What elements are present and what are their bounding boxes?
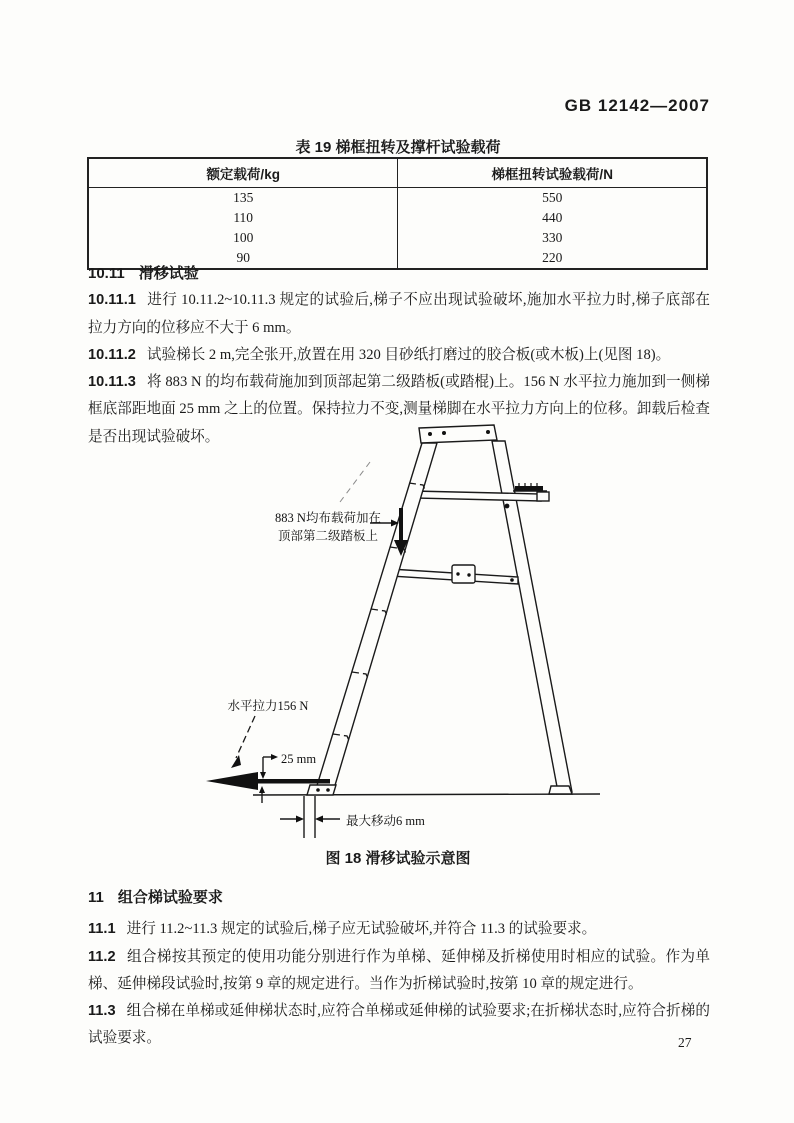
load-label-line2: 顶部第二级踏板上 <box>277 529 379 543</box>
ladder-top-cap <box>419 425 497 443</box>
section-heading-11 <box>88 884 710 911</box>
displacement-marks <box>280 796 425 838</box>
load-arrow-shaft <box>399 508 403 542</box>
clause-number: 10.11.1 <box>88 292 136 309</box>
clause-11-2 <box>88 944 710 999</box>
clause-number: 10.11.2 <box>88 346 136 363</box>
pull-arrow-head <box>206 772 258 790</box>
load-annotation <box>275 462 408 556</box>
page-number: 27 <box>678 1035 692 1050</box>
front-foot <box>307 785 336 795</box>
section-title: 组合梯试验要求 <box>117 889 223 906</box>
table19-title: 表 19 梯框扭转及撑杆试验载荷 <box>295 139 501 156</box>
cell-test-load: 440 <box>542 210 563 225</box>
table-header-row <box>88 158 707 188</box>
clause-text: 进行 11.2~11.3 规定的试验后,梯子应无试验破坏,并符合 11.3 的试验要求。 <box>126 921 597 938</box>
offset-label: 25 mm <box>281 752 317 766</box>
standard-number: GB 12142—2007 <box>564 96 710 115</box>
cell-test-load: 550 <box>542 190 563 205</box>
clause-text: 组合梯在单梯或延伸梯状态时,应符合单梯或延伸梯的试验要求;在折梯状态时,应符合折梯的试验要求。 <box>88 1003 710 1047</box>
section-number: 11 <box>88 889 104 906</box>
column-header-rated-load: 额定载荷/kg <box>88 158 398 188</box>
ground-line <box>253 794 600 795</box>
clause-number: 11.1 <box>88 921 116 938</box>
clause-text: 组合梯按其预定的使用功能分别进行作为单梯、延伸梯及折梯使用时相应的试验。作为单梯、延伸梯段试验时,按第 9 章的规定进行。当作为折梯试验时,按第 10 章的规定进行。 <box>88 948 710 992</box>
section-heading-10-11 <box>88 260 710 287</box>
pull-arrow-shaft <box>252 779 330 784</box>
section-title: 滑移试验 <box>138 265 199 282</box>
pull-label: 水平拉力156 N <box>227 699 309 713</box>
displacement-label: 最大移动6 mm <box>346 814 425 828</box>
ladder-slip-test-diagram <box>180 418 665 848</box>
section-11 <box>88 884 710 1053</box>
table-row <box>88 188 707 209</box>
cell-test-load: 220 <box>542 250 563 265</box>
second-step <box>413 483 549 501</box>
clause-text: 将 883 N 的均布载荷施加到顶部起第二级踏板(或踏棍)上。156 N 水平拉力施加到一侧梯框底部距地面 25 mm 之上的位置。保持拉力不变,测量梯脚在水平拉力方向上的位移。卸载后检查是否出现试验破坏。 <box>88 374 710 445</box>
cell-test-load: 330 <box>542 230 563 245</box>
cell-rated-load: 100 <box>88 228 398 248</box>
front-rail <box>315 443 437 792</box>
clause-11-1 <box>88 916 710 943</box>
spreader-bar <box>390 565 518 584</box>
rear-rail-rivet <box>505 504 510 509</box>
clause-10-11-2 <box>88 342 710 369</box>
clause-text: 进行 10.11.2~10.11.3 规定的试验后,梯子不应出现试验破坏,施加水平拉力时,梯子底部在拉力方向的位移应不大于 6 mm。 <box>88 292 710 336</box>
section-number: 10.11 <box>88 265 125 282</box>
load-label-line1: 883 N均布载荷加在 <box>275 511 381 525</box>
table-row <box>88 208 707 228</box>
pull-annotation <box>206 698 330 790</box>
table-row <box>88 228 707 248</box>
clause-10-11-1 <box>88 287 710 342</box>
clause-number: 11.2 <box>88 948 116 965</box>
cell-rated-load: 110 <box>88 208 398 228</box>
rear-foot <box>549 786 572 794</box>
figure18-caption: 图 18 滑移试验示意图 <box>325 850 471 867</box>
clause-number: 10.11.3 <box>88 374 136 391</box>
clause-text: 试验梯长 2 m,完全张开,放置在用 320 目砂纸打磨过的胶合板(或木板)上(见图 18)。 <box>146 346 671 363</box>
clause-11-3 <box>88 998 710 1053</box>
clause-number: 11.3 <box>88 1003 116 1020</box>
column-header-test-load: 梯框扭转试验载荷/N <box>398 158 707 188</box>
cell-rated-load: 90 <box>88 248 398 269</box>
cell-rated-load: 135 <box>88 188 398 209</box>
table19 <box>87 157 708 270</box>
